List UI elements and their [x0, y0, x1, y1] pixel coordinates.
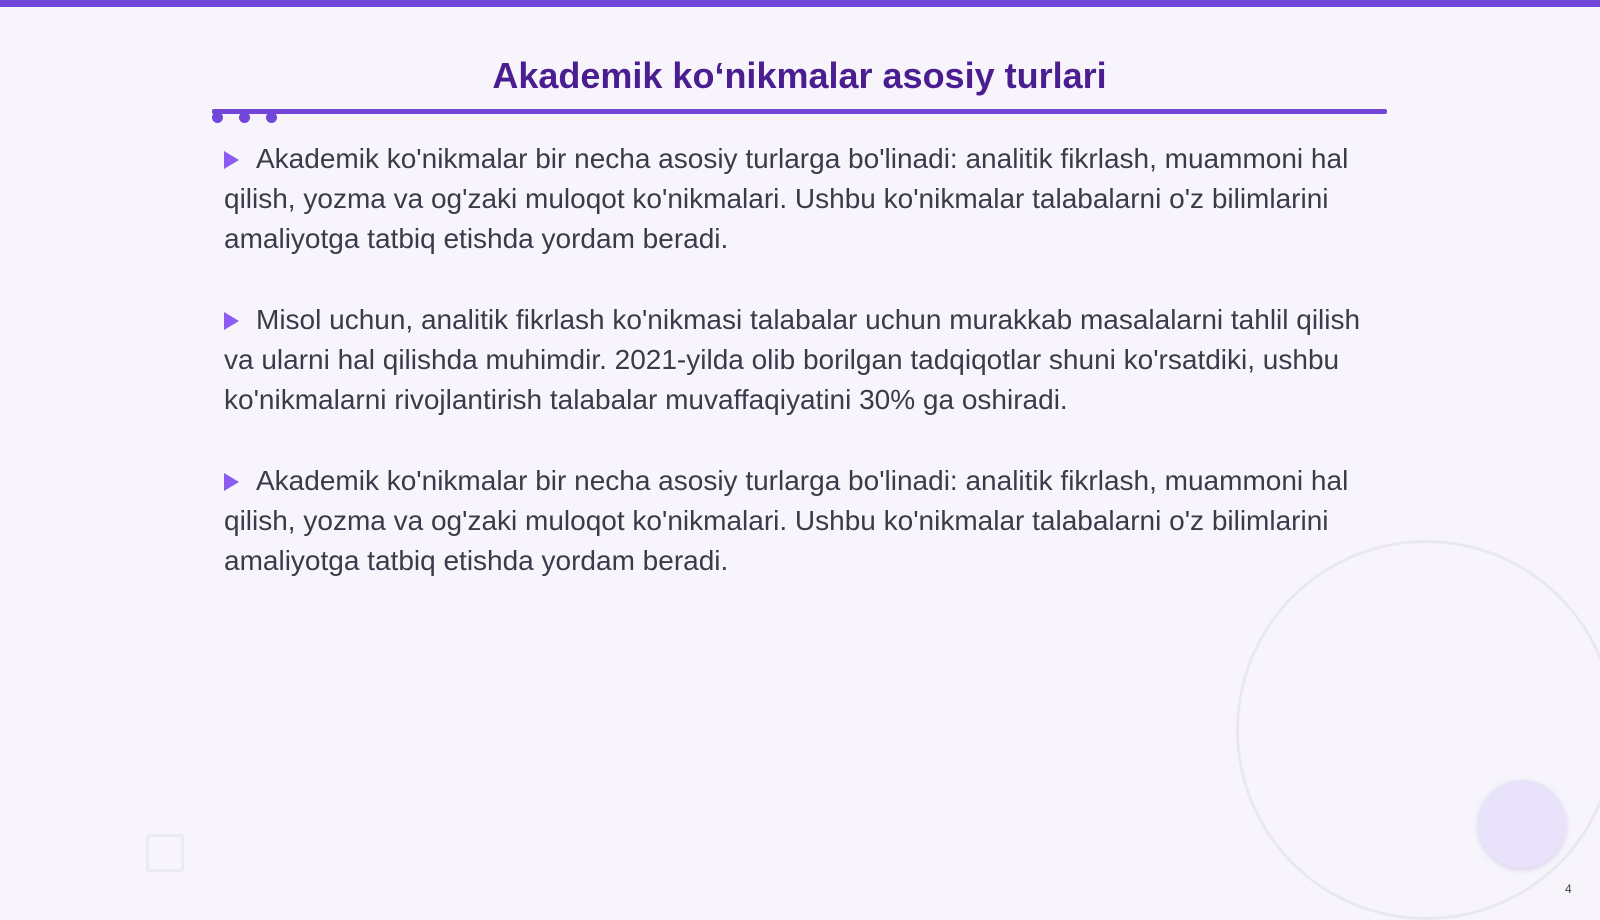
decoration-dot — [239, 112, 250, 123]
top-accent-bar — [0, 0, 1600, 7]
slide-title: Akademik ko‘nikmalar asosiy turlari — [492, 55, 1107, 96]
decoration-dot — [266, 112, 277, 123]
title-underline — [212, 109, 1387, 114]
page-number: 4 — [1565, 882, 1572, 896]
decorative-circle-filled — [1478, 780, 1566, 868]
bullet-item — [224, 139, 1374, 259]
triangle-right-icon — [224, 151, 239, 169]
bullet-list — [224, 139, 1374, 622]
bullet-text: Akademik ko'nikmalar bir necha asosiy turlarga bo'linadi: analitik fikrlash, muammoni hal qilish, yozma va og'zaki muloqot ko'nikmalari. Ushbu ko'nikmalar talabalarni o'z bilimlarini amaliyotga tatbiq etishda yordam beradi. — [224, 143, 1349, 254]
title-decoration-dots — [212, 112, 277, 123]
bullet-item — [224, 461, 1374, 581]
decoration-dot — [212, 112, 223, 123]
bullet-text: Misol uchun, analitik fikrlash ko'nikmasi talabalar uchun murakkab masalalarni tahlil qilish va ularni hal qilishda muhimdir. 2021-yilda olib borilgan tadqiqotlar shuni ko'rsatdiki, ushbu ko'nikmalarni rivojlantirish talabalar muvaffaqiyatini 30% ga oshiradi. — [224, 304, 1361, 415]
bullet-text: Akademik ko'nikmalar bir necha asosiy turlarga bo'linadi: analitik fikrlash, muammoni hal qilish, yozma va og'zaki muloqot ko'nikmalari. Ushbu ko'nikmalar talabalarni o'z bilimlarini amaliyotga tatbiq etishda yordam beradi. — [224, 465, 1349, 576]
decorative-square-outline — [146, 834, 184, 872]
triangle-right-icon — [224, 312, 239, 330]
triangle-right-icon — [224, 473, 239, 491]
bullet-item — [224, 300, 1374, 420]
